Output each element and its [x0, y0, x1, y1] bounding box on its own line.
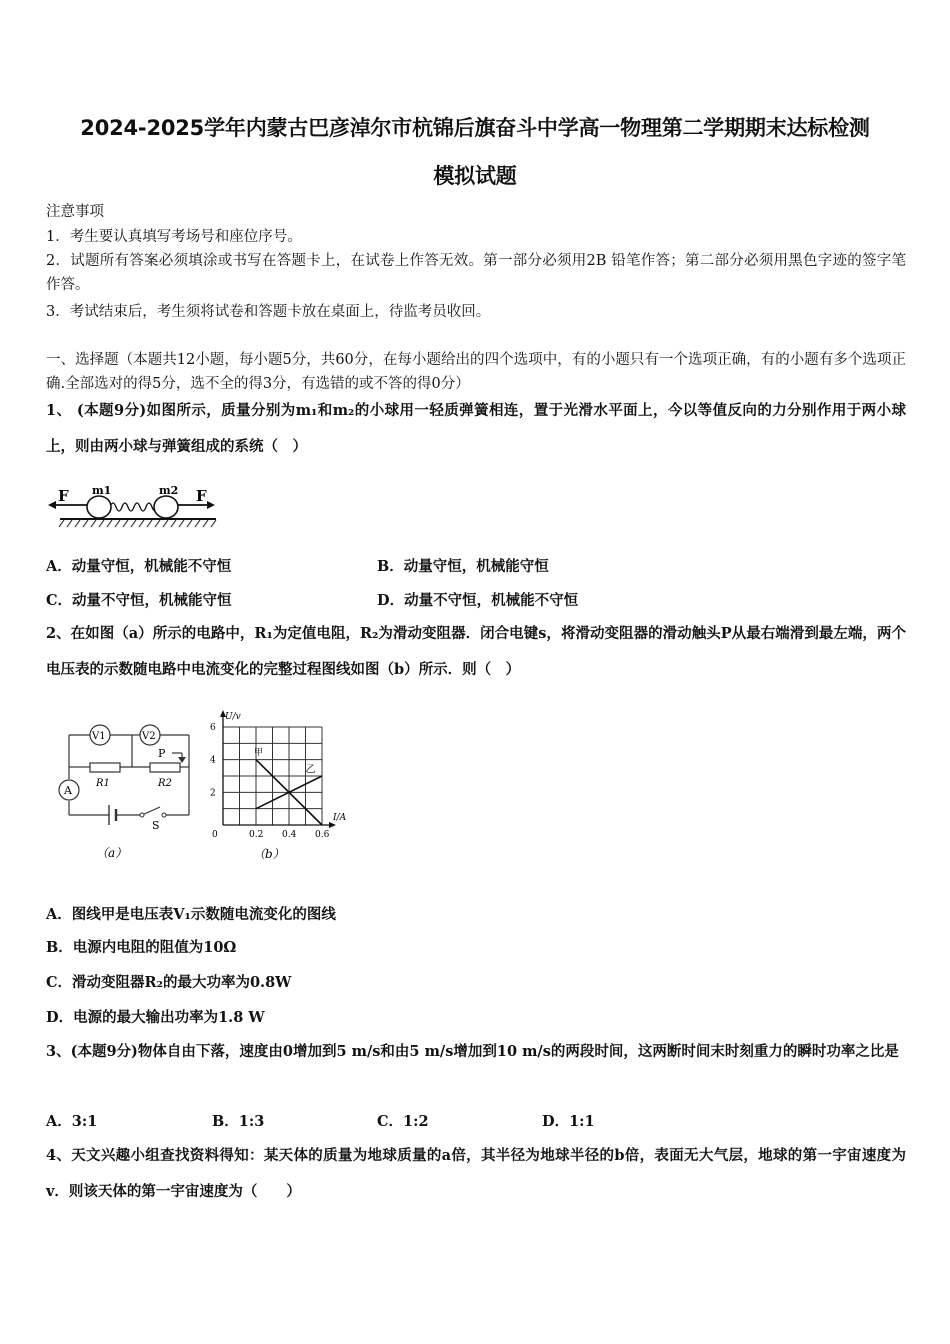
ball-m2	[154, 496, 178, 518]
ball-m1	[87, 496, 111, 518]
slider-arrow	[178, 757, 186, 763]
switch-label: S	[152, 819, 160, 832]
x-tick-label: 0.2	[249, 830, 264, 840]
x-axis-label: I/A	[333, 813, 347, 823]
q2-circuit-figure	[52, 715, 202, 865]
notice-heading: 注意事项	[46, 204, 104, 220]
q3-option-c: C．1:2	[377, 1113, 429, 1130]
section1-intro: 一、选择题（本题共12小题，每小题5分，共60分，在每小题给出的四个选项中，有的小题只有一个选项正确，有的小题有多个选项正确.全部选对的得5分，选不全的得3分，有选错的或不答的得0分）	[46, 352, 906, 392]
graph-caption: （b）	[253, 847, 285, 861]
v2-label: V2	[142, 731, 156, 742]
q2-ui-graph	[205, 705, 355, 865]
notice-item-1: 1．考生要认真填写考场号和座位序号。	[46, 229, 302, 245]
force-label-right: F	[196, 487, 207, 505]
q3-option-d: D．1:1	[542, 1113, 595, 1130]
force-label-left: F	[58, 487, 69, 505]
r1-label: R1	[96, 778, 110, 789]
series-label-yi: 乙	[305, 764, 316, 776]
q1-stem: 1、 (本题9分)如图所示，质量分别为m₁和m₂的小球用一轻质弹簧相连，置于光滑水平面上，今以等值反向的力分别作用于两小球上，则由两小球与弹簧组成的系统（ ）	[46, 402, 906, 455]
q3-option-b: B．1:3	[212, 1113, 265, 1130]
q1-option-a: A．动量守恒，机械能不守恒	[46, 558, 232, 575]
y-tick-label: 6	[210, 723, 216, 733]
exam-title-line1: 2024-2025学年内蒙古巴彦淖尔市杭锦后旗奋斗中学高一物理第二学期期末达标检测	[80, 116, 870, 140]
q2-option-d: D．电源的最大输出功率为1.8 W	[46, 1009, 265, 1026]
ground-hatching	[59, 520, 216, 527]
r2-label: R2	[158, 778, 172, 789]
circuit-caption: （a）	[96, 846, 128, 860]
graph-lines	[254, 747, 322, 825]
q1-spring-figure	[46, 480, 221, 530]
x-tick-label: 0.6	[315, 830, 330, 840]
notice-item-2: 2．试题所有答案必须填涂或书写在答题卡上，在试卷上作答无效。第一部分必须用2B 铅笔作答；第二部分必须用黑色字迹的签字笔作答。	[46, 253, 906, 293]
q3-stem: 3、(本题9分)物体自由下落，速度由0增加到5 m/s和由5 m/s增加到10 m/s的两段时间，这两断时间末时刻重力的瞬时功率之比是	[46, 1043, 899, 1060]
force-arrowhead-right	[207, 501, 215, 509]
mass-label-m1: m1	[92, 484, 112, 497]
q3-option-a: A．3:1	[46, 1113, 98, 1130]
force-arrowhead-left	[48, 501, 56, 509]
exam-title-line2: 模拟试题	[433, 164, 517, 188]
q2-stem: 2、在如图（a）所示的电路中，R₁为定值电阻，R₂为滑动变阻器．闭合电键s，将滑动变阻器的滑动触头P从最右端滑到最左端，两个电压表的示数随电路中电流变化的完整过程图线如图（b）所示．则（ ）	[46, 625, 906, 678]
x-tick-label: 0.4	[282, 830, 297, 840]
notice-item-3: 3．考试结束后，考生须将试卷和答题卡放在桌面上，待监考员收回。	[46, 304, 491, 320]
x-tick-label: 0	[212, 830, 218, 840]
q2-option-c: C．滑动变阻器R₂的最大功率为0.8W	[46, 974, 292, 991]
y-axis-label: U/v	[225, 712, 241, 722]
q1-option-b: B．动量守恒，机械能守恒	[377, 558, 549, 575]
q1-option-d: D．动量不守恒，机械能不守恒	[377, 592, 579, 609]
graph-grid	[220, 710, 336, 828]
series-label-jia: 甲	[254, 747, 264, 758]
v1-label: V1	[92, 731, 106, 742]
mass-label-m2: m2	[159, 484, 179, 497]
q2-option-b: B．电源内电阻的阻值为10Ω	[46, 939, 237, 956]
y-tick-label: 4	[210, 755, 216, 766]
ammeter-label: A	[64, 784, 72, 797]
q2-option-a: A．图线甲是电压表V₁示数随电流变化的图线	[46, 906, 336, 923]
q1-option-c: C．动量不守恒，机械能守恒	[46, 592, 232, 609]
y-tick-label: 2	[210, 788, 216, 799]
q4-stem: 4、天文兴趣小组查找资料得知：某天体的质量为地球质量的a倍，其半径为地球半径的b倍，表面无大气层，地球的第一宇宙速度为v．则该天体的第一宇宙速度为（ ）	[46, 1147, 906, 1200]
p-label: P	[158, 747, 166, 760]
